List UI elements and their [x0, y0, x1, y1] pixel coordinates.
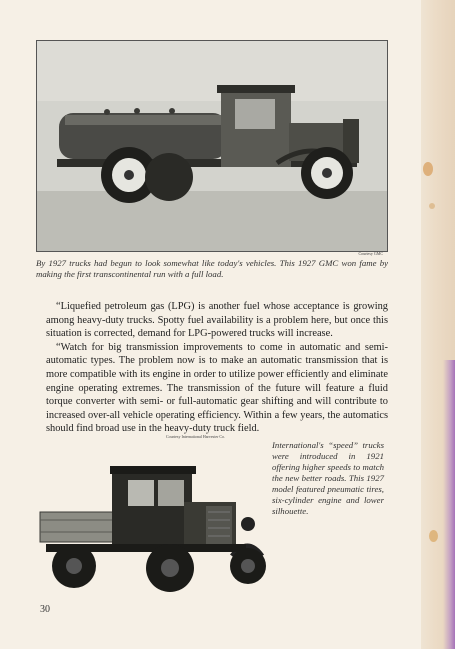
page-edge-tint: [443, 360, 455, 649]
paragraph: “Watch for big transmission improvements to come in automatic and semi-automatic types. The problem now is to make an automatic transmission that is more compatible with its engine in order to utilize power efficiently and eliminate engine operating extremes. The transmission of the future will feature a fluid torque converter with semi- or full-automatic gear shifting and will contribute to increased over-all vehicle operating efficiency. Within a few years, the automatics should find broad use in the heavy-duty truck field.: [46, 341, 388, 435]
international-truck-photo: [36, 440, 268, 598]
article-body: [46, 300, 388, 436]
paragraph: “Liquefied petroleum gas (LPG) is another fuel whose acceptance is growing among heavy-duty trucks. Spotty fuel availability is a problem here, but once this situation is corrected, demand for LPG-powered trucks will increase.: [46, 301, 388, 340]
page-number: 30: [40, 604, 50, 615]
paper-stain: [429, 203, 435, 209]
gmc-truck-photo: [36, 40, 388, 252]
paper-stain: [423, 162, 433, 176]
photo-credit: Courtesy GMC: [358, 251, 383, 256]
photo-caption: By 1927 trucks had begun to look somewhat like today's vehicles. This 1927 GMC won fame by making the first transcontinental run with a full load.: [36, 258, 388, 279]
paper-stain: [429, 530, 438, 542]
photo-credit: Courtesy International Harvester Co.: [166, 434, 226, 439]
photo-caption: International's “speed” trucks were introduced in 1921 offering higher speeds to match the new better roads. This 1927 model featured pneumatic tires, six-cylinder engine and lower silhouette.: [272, 440, 384, 516]
